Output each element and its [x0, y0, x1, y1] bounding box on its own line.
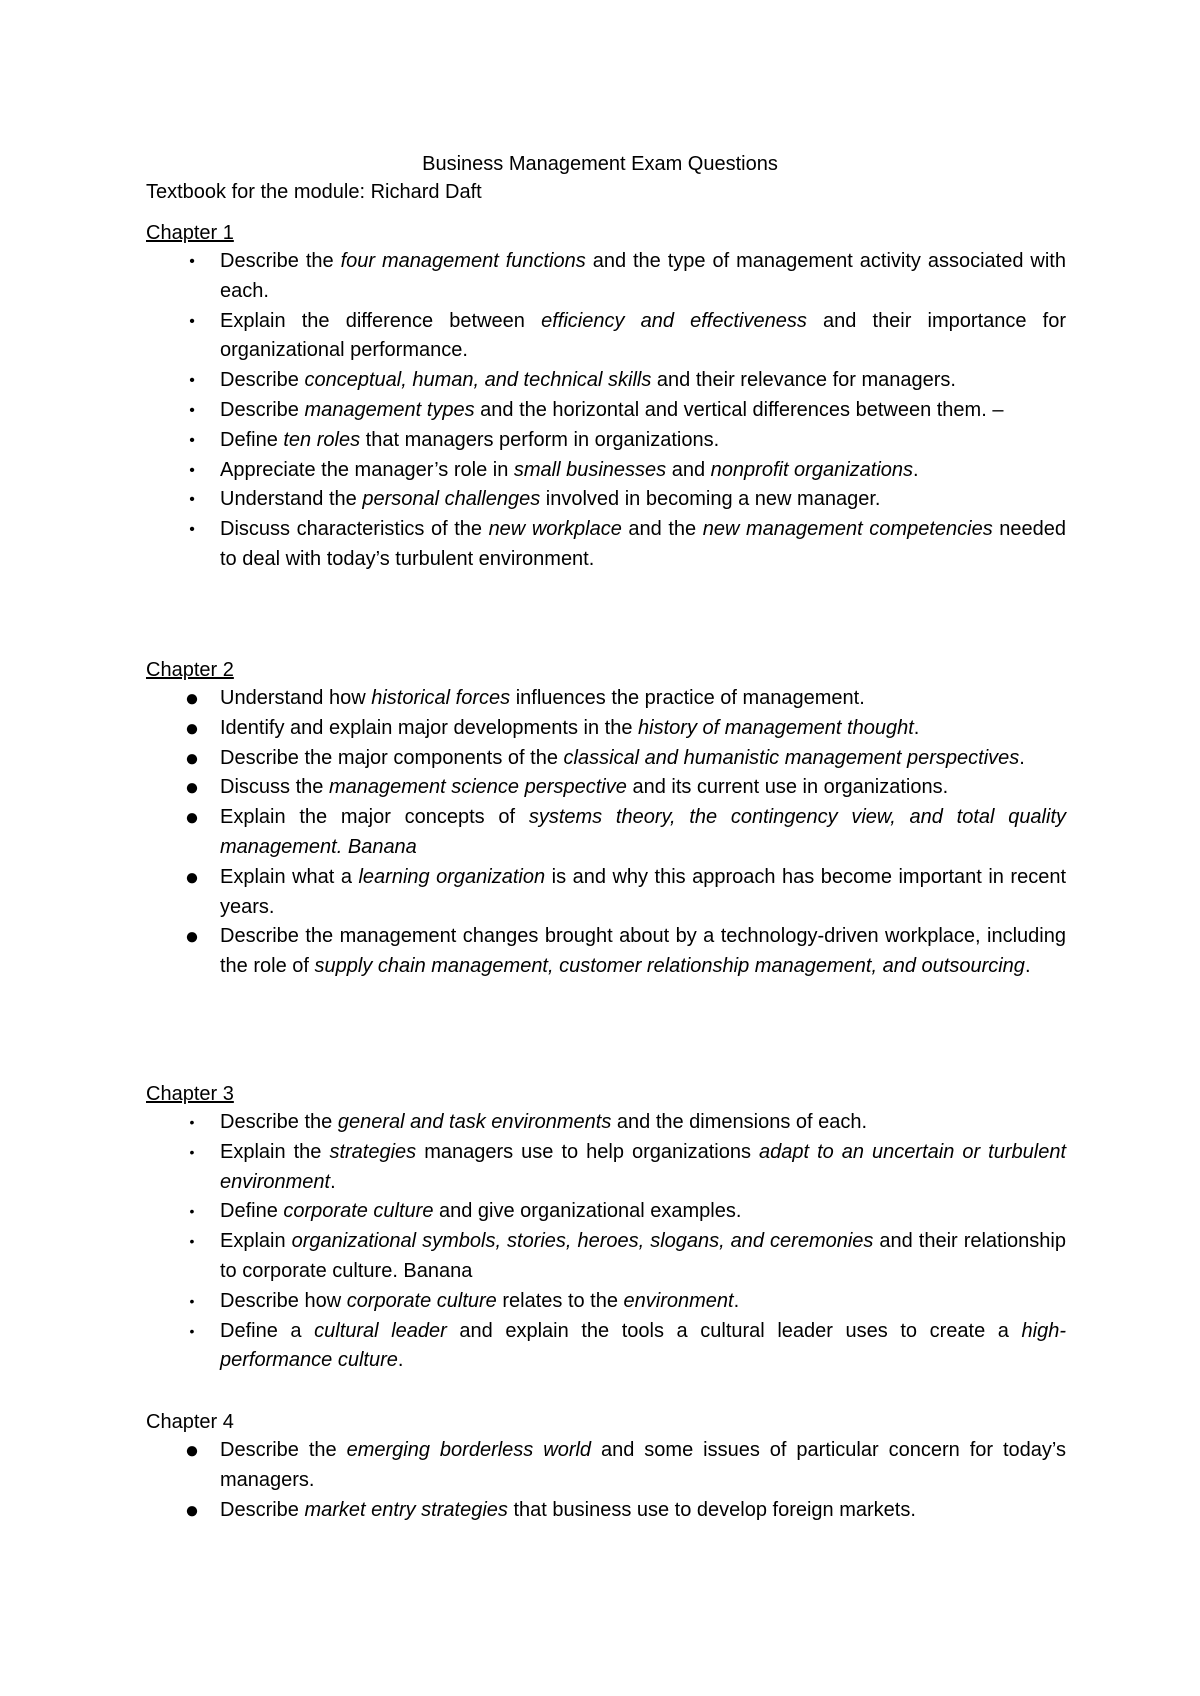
italic-term: corporate culture	[346, 1289, 497, 1312]
italic-term: high-performance culture	[220, 1319, 1066, 1372]
bullet-icon: •	[189, 253, 195, 270]
bullet-icon: ●	[184, 923, 200, 951]
item-text: and some issues of particular concern for today’s managers.	[220, 1439, 1066, 1491]
bullet-icon: •	[189, 1143, 195, 1160]
item-text: and their relevance for managers.	[651, 369, 956, 392]
bullet-icon: •	[189, 1114, 195, 1130]
italic-term: strategies	[329, 1140, 417, 1163]
list-item	[146, 803, 1066, 863]
item-text: and the	[621, 518, 703, 541]
item-text: .	[397, 1349, 404, 1372]
bullet-icon: ●	[184, 774, 200, 802]
item-text: and the dimensions of each.	[611, 1111, 868, 1133]
italic-term: systems theory, the contingency view, and total quality management. Banana	[220, 806, 1067, 858]
bullet-icon: •	[189, 431, 195, 449]
item-text: relates to the	[496, 1289, 624, 1312]
item-text: Identify and explain major developments in the	[220, 716, 639, 739]
item-text: Discuss the	[220, 776, 329, 799]
bullet-icon: ●	[184, 804, 200, 832]
item-text: .	[733, 1289, 740, 1312]
item-text: Understand how	[220, 687, 372, 709]
item-text: managers use to help organizations	[416, 1140, 759, 1163]
italic-term: cultural leader	[314, 1319, 447, 1342]
item-text: involved in becoming a new manager.	[540, 488, 881, 511]
italic-term: corporate culture	[283, 1200, 434, 1223]
italic-term: environment	[623, 1289, 734, 1312]
italic-term: supply chain management, customer relationship management, and outsourcing	[314, 955, 1025, 978]
bullet-icon: ●	[184, 685, 200, 712]
italic-term: personal challenges	[362, 488, 541, 511]
bullet-icon: •	[189, 401, 195, 419]
italic-term: conceptual, human, and technical skills	[304, 369, 652, 392]
list-item	[146, 684, 1066, 714]
bullet-icon: •	[189, 1322, 195, 1339]
list-item	[146, 426, 1066, 456]
bullet-icon: ●	[184, 1437, 200, 1464]
item-text: Define a	[220, 1319, 315, 1342]
italic-term: efficiency and effectiveness	[541, 309, 807, 332]
item-text: .	[1024, 955, 1031, 978]
italic-term: adapt to an uncertain or turbulent environment	[220, 1140, 1067, 1193]
chapter-3-section	[146, 1080, 1066, 1376]
item-text: Discuss characteristics of the	[220, 518, 489, 541]
italic-term: four management functions	[340, 250, 586, 272]
list-item	[146, 307, 1066, 367]
item-text: influences the practice of management.	[510, 687, 865, 709]
chapter-items	[146, 684, 1066, 982]
item-text: Describe the	[220, 250, 341, 272]
list-item	[146, 366, 1066, 396]
list-item	[146, 456, 1066, 486]
list-item	[146, 1227, 1066, 1287]
document-title: Business Management Exam Questions	[422, 153, 778, 175]
list-item	[146, 1138, 1066, 1198]
chapter-items	[146, 1108, 1066, 1376]
italic-term: learning organization	[358, 865, 546, 888]
chapter-heading: Chapter 3	[146, 1083, 234, 1105]
bullet-icon: ●	[184, 1496, 200, 1524]
item-text: Describe	[220, 398, 305, 421]
list-item	[146, 247, 1066, 307]
italic-term: ten roles	[283, 428, 361, 451]
list-item	[146, 1317, 1066, 1377]
item-text: and the horizontal and vertical differences between them. –	[474, 398, 1004, 421]
item-text: that business use to develop foreign markets.	[507, 1498, 916, 1521]
item-text: and explain the tools a cultural leader uses to create a	[446, 1319, 1022, 1342]
item-text: .	[1019, 746, 1025, 769]
document-subtitle: Textbook for the module: Richard Daft	[146, 181, 482, 203]
italic-term: nonprofit organizations	[710, 458, 914, 481]
bullet-icon: •	[189, 461, 195, 479]
item-text: Describe	[220, 1498, 305, 1521]
italic-term: new workplace	[488, 518, 622, 541]
italic-term: new management competencies	[702, 518, 993, 541]
bullet-icon: ●	[184, 744, 200, 772]
italic-term: small businesses	[513, 458, 667, 481]
list-item	[146, 922, 1066, 982]
italic-term: history of management thought	[638, 716, 914, 739]
item-text: Understand the	[220, 488, 363, 511]
bullet-icon: ●	[184, 714, 200, 742]
list-item	[146, 396, 1066, 426]
chapter-heading: Chapter 4	[146, 1411, 234, 1433]
item-text: Explain the difference between	[220, 309, 542, 332]
item-text: Describe the	[220, 1111, 338, 1133]
bullet-icon: •	[189, 312, 195, 330]
list-item	[146, 863, 1066, 923]
item-text: and their relationship to corporate culture. Banana	[220, 1230, 1066, 1282]
item-text: and their importance for organizational performance.	[220, 309, 1066, 362]
item-text: Explain the major concepts of	[220, 806, 529, 829]
item-text: is and why this approach has become important in recent years.	[220, 865, 1066, 918]
bullet-icon: •	[189, 1292, 195, 1309]
item-text: Describe	[220, 369, 305, 392]
item-text: .	[913, 716, 920, 739]
item-text: Appreciate the manager’s role in	[220, 458, 514, 481]
list-item	[146, 773, 1066, 803]
italic-term: emerging borderless world	[346, 1439, 592, 1461]
item-text: Describe the	[220, 1439, 347, 1461]
chapter-1-section	[146, 219, 1066, 575]
bullet-icon: •	[189, 1233, 195, 1250]
item-text: .	[913, 458, 919, 481]
bullet-icon: •	[189, 521, 195, 539]
item-text: Define	[220, 428, 284, 451]
list-item	[146, 1287, 1066, 1317]
bullet-icon: •	[189, 372, 195, 390]
bullet-icon: ●	[184, 863, 200, 891]
item-text: Describe how	[220, 1289, 347, 1312]
italic-term: management science perspective	[328, 776, 627, 799]
italic-term: classical and humanistic management perspectives	[563, 746, 1020, 769]
item-text: Define	[220, 1200, 284, 1223]
item-text: and	[666, 458, 711, 481]
item-text: and its current use in organizations.	[626, 776, 949, 799]
chapter-heading: Chapter 1	[146, 222, 234, 244]
chapter-items	[146, 1436, 1066, 1525]
italic-term: historical forces	[371, 687, 511, 709]
bullet-icon: •	[189, 491, 195, 509]
list-item	[146, 485, 1066, 515]
italic-term: organizational symbols, stories, heroes, slogans, and ceremonies	[291, 1230, 874, 1253]
list-item	[146, 1108, 1066, 1138]
list-item	[146, 1197, 1066, 1227]
item-text: Describe the management changes brought about by a technology-driven workplace, including the role of	[220, 925, 1066, 978]
italic-term: market entry strategies	[304, 1498, 508, 1521]
item-text: .	[330, 1170, 336, 1193]
item-text: and the type of management activity associated with each.	[220, 250, 1066, 302]
italic-term: general and task environments	[337, 1111, 612, 1133]
item-text: needed to deal with today’s turbulent environment.	[220, 518, 1067, 570]
item-text: Explain what a	[220, 865, 359, 888]
list-item	[146, 1436, 1066, 1496]
bullet-icon: •	[189, 1203, 195, 1220]
italic-term: management types	[304, 398, 475, 421]
list-item	[146, 1496, 1066, 1526]
chapter-2-section	[146, 656, 1066, 982]
item-text: Explain	[220, 1230, 292, 1253]
list-item	[146, 744, 1066, 774]
chapter-items	[146, 247, 1066, 575]
item-text: that managers perform in organizations.	[360, 428, 720, 451]
list-item	[146, 714, 1066, 744]
list-item	[146, 515, 1066, 575]
item-text: Describe the major components of the	[220, 746, 564, 769]
chapter-4-section	[146, 1408, 1066, 1525]
item-text: and give organizational examples.	[433, 1200, 742, 1223]
item-text: Explain the	[220, 1140, 330, 1163]
chapter-heading: Chapter 2	[146, 659, 234, 681]
